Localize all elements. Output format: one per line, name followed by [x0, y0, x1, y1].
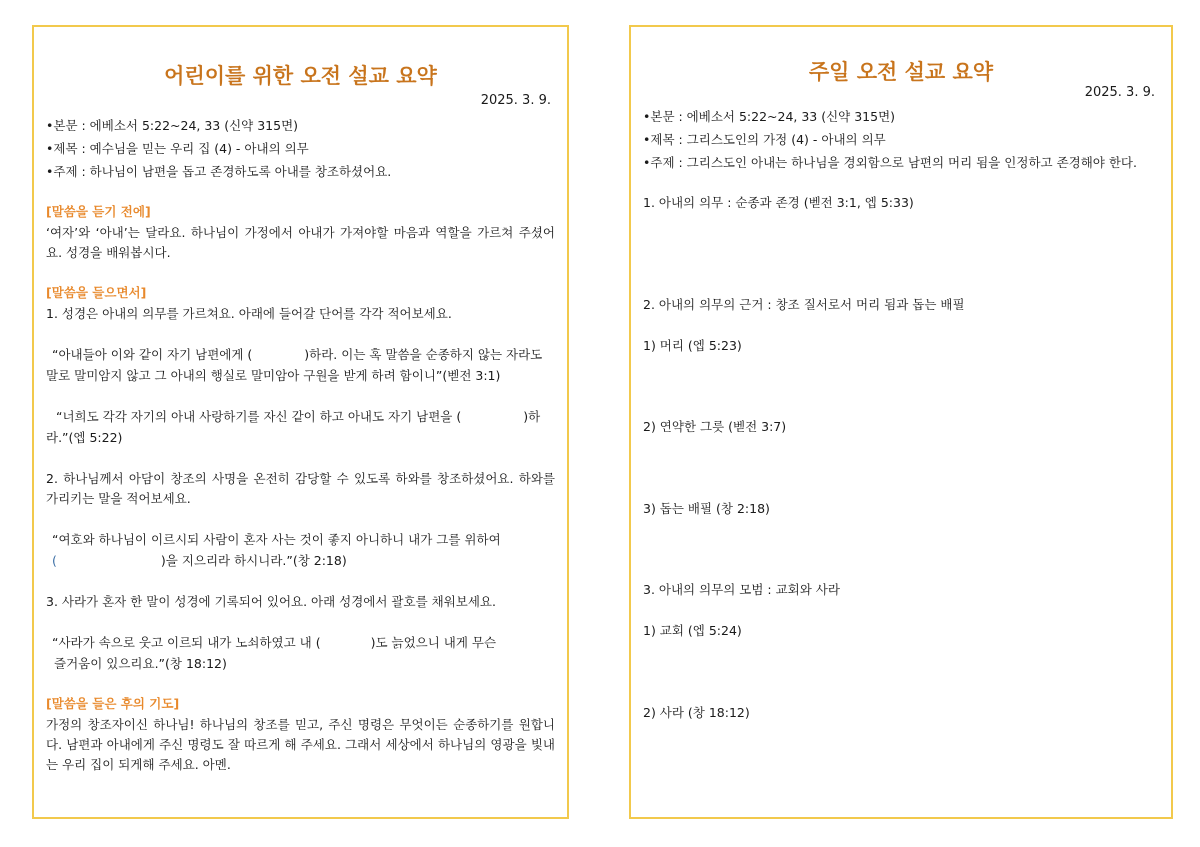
question-1-verse-2-cont: 라.”(엡 5:22)	[46, 430, 123, 445]
date: 2025. 3. 9.	[480, 93, 551, 108]
subject-line: •제목 : 예수님을 믿는 우리 집 (4) - 아내의 의무	[46, 141, 309, 156]
point-2-2: 2) 연약한 그릇 (벧전 3:7)	[643, 419, 787, 434]
point-3: 3. 아내의 의무의 모범 : 교회와 사라	[643, 582, 840, 597]
page-title: 어린이를 위한 오전 설교 요약	[164, 64, 437, 88]
question-3: 3. 사라가 혼자 한 말이 성경에 기록되어 있어요. 아래 성경에서 괄호를 채워보세요.	[46, 594, 496, 609]
question-1: 1. 성경은 아내의 의무를 가르쳐요. 아래에 들어갈 단어를 각각 적어보세요.	[46, 306, 452, 321]
question-2-verse-cont: ( )을 지으리라 하시니라.”(창 2:18)	[52, 553, 347, 568]
point-2: 2. 아내의 의무의 근거 : 창조 질서로서 머리 됨과 돕는 배필	[643, 297, 965, 312]
scripture-line: •본문 : 에베소서 5:22~24, 33 (신약 315면)	[643, 109, 896, 124]
question-1-verse-1-cont: 말로 말미암지 않고 그 아내의 행실로 말미암아 구원을 받게 하려 함이니”(벧전 3:1)	[46, 368, 501, 383]
point-1: 1. 아내의 의무 : 순종과 존경 (벧전 3:1, 엡 5:33)	[643, 195, 914, 210]
theme-line: •주제 : 그리스도인 아내는 하나님을 경외함으로 남편의 머리 됨을 인정하고 존경해야 한다.	[643, 155, 1137, 170]
question-3-verse: “사라가 속으로 웃고 이르되 내가 노쇠하였고 내 ( )도 늙었으니 내게 무슨	[52, 635, 497, 650]
question-2-verse: “여호와 하나님이 이르시되 사람이 혼자 사는 것이 좋지 아니하니 내가 그를 위하여	[52, 532, 501, 547]
after-heading: [말씀을 들은 후의 기도]	[46, 696, 180, 711]
prayer-text: 가정의 창조자이신 하나님! 하나님의 창조를 믿고, 주신 명령은 무엇이든 순종하기를 원합니다. 남편과 아내에게 주신 명령도 잘 따르게 해 주세요. 그래서 세상에서 하나님의 영광을 빛내는 우리 집이 되게해 주세요. 아멘.	[46, 717, 555, 772]
scripture-line: •본문 : 에베소서 5:22~24, 33 (신약 315면)	[46, 118, 299, 133]
question-3-verse-cont: 즐거움이 있으리요.”(창 18:12)	[54, 656, 227, 671]
page-title: 주일 오전 설교 요약	[808, 60, 994, 84]
point-2-1: 1) 머리 (엡 5:23)	[643, 338, 742, 353]
children-sermon-page	[32, 25, 569, 819]
question-2: 2. 하나님께서 아담이 창조의 사명을 온전히 감당할 수 있도록 하와를 창조하셨어요. 하와를 가리키는 말을 적어보세요.	[46, 471, 555, 506]
subject-line: •제목 : 그리스도인의 가정 (4) - 아내의 의무	[643, 132, 886, 147]
during-heading: [말씀을 들으면서]	[46, 285, 147, 300]
sunday-sermon-page	[629, 25, 1173, 819]
before-text: ‘여자’와 ‘아내’는 달라요. 하나님이 가정에서 아내가 가져야할 마음과 역할을 가르쳐 주셨어요. 성경을 배워봅시다.	[46, 225, 555, 260]
question-1-verse-2: “너희도 각각 자기의 아내 사랑하기를 자신 같이 하고 아내도 자기 남편을 ( )하	[56, 409, 541, 424]
point-3-2: 2) 사라 (창 18:12)	[643, 705, 750, 720]
point-2-3: 3) 돕는 배필 (창 2:18)	[643, 501, 770, 516]
point-3-1: 1) 교회 (엡 5:24)	[643, 623, 742, 638]
date: 2025. 3. 9.	[1084, 85, 1155, 100]
before-heading: [말씀을 듣기 전에]	[46, 204, 151, 219]
question-1-verse-1: “아내들아 이와 같이 자기 남편에게 ( )하라. 이는 혹 말씀을 순종하지 않는 자라도	[52, 347, 543, 362]
theme-line: •주제 : 하나님이 남편을 돕고 존경하도록 아내를 창조하셨어요.	[46, 164, 392, 179]
